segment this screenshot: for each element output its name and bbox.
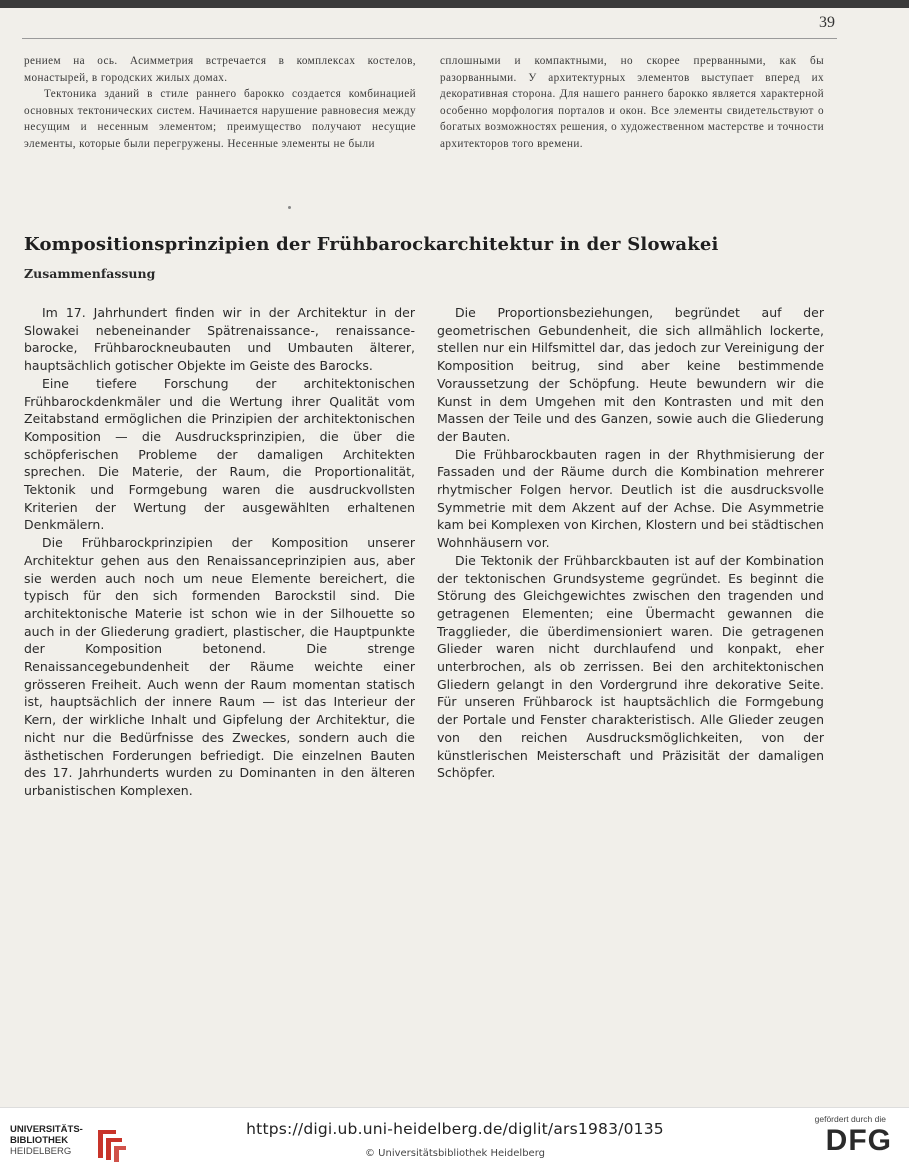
paragraph: сплошными и компактными, но скорее прерванными, как бы разорванными. У архитектурных элементов выступает вперед их декоративная сторона. Для нашего раннего барокко является характерной особенно морфология порталов и окон. Все элементы свидетельствуют о богатых возможностях решения, о художественном мастерстве и точности архитекторов того времени. [440,55,824,150]
library-emblem-icon [94,1126,128,1162]
russian-column-left [24,53,416,153]
paragraph: Eine tiefere Forschung der architektonischen Frühbarockdenkmäler und die Wertung ihrer Qualität vom Zeitabstand ermöglichen die Prinzipien der architektonischen Komposition — die Ausdrucksprinzipien, die über die schöpferischen Probleme der damaligen Architekten sprechen. Die Materie, der Raum, die Proportionalität, Tektonik und Formgebung waren die ausdruckvollsten Kriterien der Wertung der ausgewählten erhaltenen Denkmälern. [24,375,415,533]
permalink-url[interactable]: https://digi.ub.uni-heidelberg.de/diglit/ars1983/0135 [246,1120,664,1138]
header-rule [22,38,837,39]
paragraph: Im 17. Jahrhundert finden wir in der Architektur in der Slowakei nebeneinander Spätrenaissance-, renaissance-barocke, Frühbarockneubauten und Umbauten älterer, hauptsächlich gotischer Objekte im Geiste des Barocks. [24,305,415,374]
library-logo[interactable] [10,1124,150,1164]
article-column-left [24,304,415,800]
paragraph: Die Proportionsbeziehungen, begründet auf der geometrischen Gebundenheit, die sich allmählich lockerte, stellen nur ein Hilfsmittel dar, das jedoch zur Vereinigung der Komposition beitrug, sind aber keine bestimmende Voraussetzung der Schöpfung. Heute bewundern wir die Kunst in dem Umgehen mit den Kontrasten und mit den Massen der Teile und des Ganzen, sowie auch die Gliederung der Bauten. [437,305,824,444]
copyright-notice: © Universitätsbibliothek Heidelberg [364,1148,545,1159]
library-name-line: BIBLIOTHEK [10,1135,69,1146]
dfg-logo[interactable] [800,1114,900,1168]
library-name [10,1124,83,1157]
dfg-wordmark: DFG [825,1124,892,1157]
paragraph: Die Tektonik der Frühbarckbauten ist auf der Kombination der tektonischen Grundsysteme gegründet. Es beginnt die Störung des Gleichgewichtes zwischen den tragenden und getragenen Elementen; eine Übermacht gewannen die Tragglieder, die überdimensioniert waren. Die getragenen Glieder waren nicht durchlaufend und konpakt, eher unterbrochen, als ob zerrissen. Bei den architektonischen Gliedern gelangt in den Vordergrund ihre dekorative Seite. Für unseren Frühbarock ist hauptsächlich die Formgebung der Portale und Fenster charakteristisch. Alle Glieder zeugen von den reichen Ausdrucksmöglichkeiten, von der künstlerischen Meisterschaft und Präzisität der damaligen Schöpfer. [437,552,824,781]
footer-bar [0,1107,909,1171]
russian-column-right [440,53,824,153]
page-number: 39 [819,14,835,31]
paragraph: Die Frühbarockbauten ragen in der Rhythmisierung der Fassaden und der Räume durch die Kombination mehrerer rhytmischer Folgen hervor. Deutlich ist die ausdrucksvolle Symmetrie mit dem Akzent auf der Achse. Die Asymmetrie kam bei Komplexen von Kirchen, Klostern und bei städtischen Wohnhäusern vor. [437,446,824,551]
funded-by-label: gefördert durch die [814,1114,886,1124]
article-column-right [437,304,824,782]
paragraph: Тектоника зданий в стиле раннего барокко создается комбинацией основных тектонических систем. Начинается нарушение равновесия между несущим и несенным элементом; преимущество получают несущие элементы, которые были перегружены. Несенные элементы не были [24,88,416,150]
paragraph: рением на ось. Асимметрия встречается в комплексах костелов, монастырей, в городских жилых домах. [24,55,416,84]
article-title: Kompositionsprinzipien der Frühbarockarchitektur in der Slowakei [24,234,719,255]
article-subtitle: Zusammenfassung [24,266,156,281]
library-name-line: UNIVERSITÄTS- [10,1124,83,1135]
paragraph: Die Frühbarockprinzipien der Komposition unserer Architektur gehen aus den Renaissanceprinzipien aus, aber sie werden auch noch um neue Elemente bereichert, die typisch für den sich formenden Barockstil sind. Die architektonische Materie ist schon wie in der Silhouette so auch in der Gliederung gradiert, plastischer, die Hauptpunkte der Komposition betonend. Die strenge Renaissancegebundenheit der Räume weichte einer grösseren Freiheit. Auch wenn der Raum momentan statisch ist, hauptsächlich der innere Raum — ist das Interieur der Kern, der wirkliche Inhalt und Gipfelung der Architektur, die nicht nur die Bedürfnisse des Zweckes, sondern auch die ästhetischen Forderungen befriedigt. Die einzelnen Bauten des 17. Jahrhunderts wurden zu Dominanten in den älteren urbanistischen Komplexen. [24,535,415,798]
library-name-line: HEIDELBERG [10,1146,72,1157]
top-border [0,0,909,8]
speck [288,206,291,209]
